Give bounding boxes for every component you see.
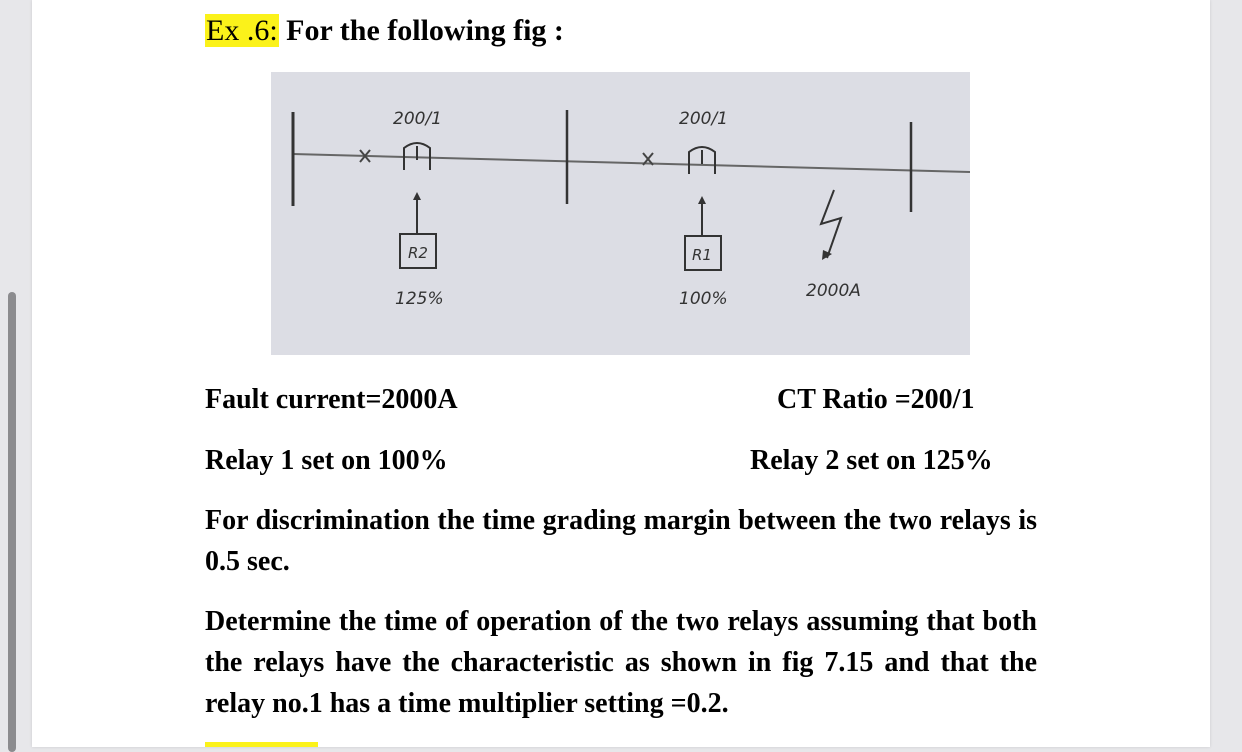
ct-ratio-spec: CT Ratio =200/1 [777,384,975,415]
relay1-spec: Relay 1 set on 100% [205,445,448,476]
discrimination-paragraph: For discrimination the time grading margin between the two relays is 0.5 sec. [205,505,1037,577]
fault-arrow [822,250,832,260]
arrow-right [698,196,706,204]
next-highlight [205,742,318,747]
feeder-line [293,154,970,172]
ct-ratio-left: 200/1 [393,109,442,129]
exercise-label: Ex .6: [206,14,278,47]
fault-current-label: 2000A [806,281,861,301]
relay-label-right: R1 [692,246,712,264]
fault-current-spec: Fault current=2000A [205,384,458,415]
fault-symbol [821,190,841,258]
ct-ratio-right: 200/1 [679,109,728,129]
scrollbar[interactable] [8,292,16,752]
exercise-heading [205,14,564,48]
circuit-figure [271,72,970,355]
ct-right [689,147,715,236]
determine-paragraph: Determine the time of operation of the two relays assuming that both the relays have the characteristic as shown in fig 7.15 and that the relay no.1 has a time multiplier setting =0.2. [205,606,1037,719]
setting-left: 125% [395,289,444,309]
exercise-title: For the following fig : [286,14,564,47]
setting-right: 100% [679,289,728,309]
arrow-left [413,192,421,200]
circuit-diagram [271,72,970,355]
relay2-spec: Relay 2 set on 125% [750,445,993,476]
relay-label-left: R2 [408,244,428,262]
